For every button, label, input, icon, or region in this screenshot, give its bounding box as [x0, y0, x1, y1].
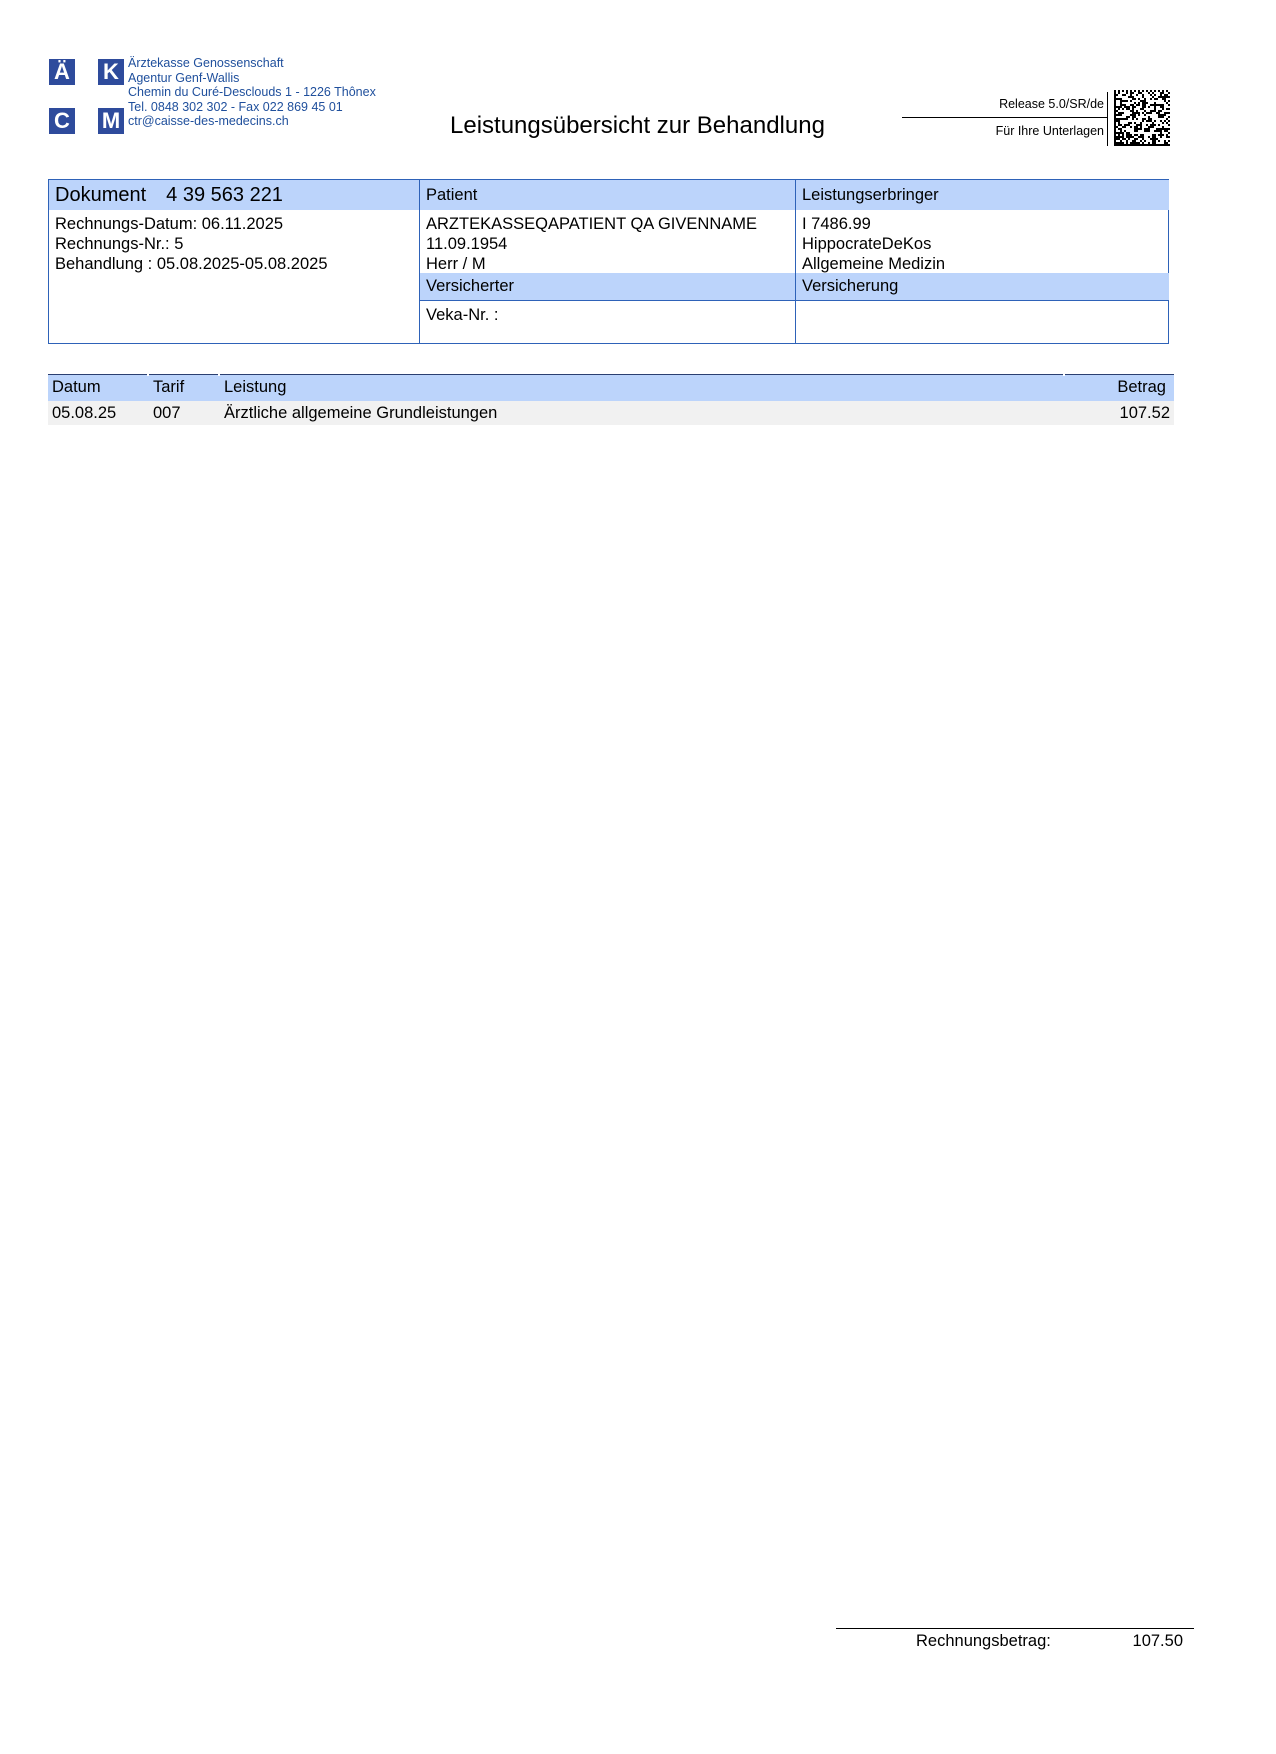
row-date: 05.08.25: [52, 404, 117, 422]
patient-name: ARZTEKASSEQAPATIENT QA GIVENNAME: [426, 215, 757, 233]
logo-letter-k: K: [98, 59, 124, 85]
page-title: Leistungsübersicht zur Behandlung: [450, 112, 825, 139]
logo-letter-m: M: [98, 108, 124, 134]
qr-code-icon: [1114, 90, 1170, 146]
patient-column: [419, 180, 796, 343]
invoice-number: Rechnungs-Nr.: 5: [55, 235, 184, 253]
logo: [49, 59, 125, 135]
total-label: Rechnungsbetrag:: [916, 1632, 1051, 1650]
column-date: Datum: [52, 378, 101, 396]
document-header: [49, 180, 419, 210]
total-amount: 107.50: [1132, 1632, 1183, 1650]
veka-number: Veka-Nr. :: [426, 306, 499, 324]
logo-letter-c: C: [49, 108, 75, 134]
release-info: [902, 92, 1108, 145]
table-header: [48, 374, 1174, 401]
org-street: Chemin du Curé-Desclouds 1 - 1226 Thônex: [128, 85, 376, 100]
org-name: Ärztekasse Genossenschaft: [128, 56, 284, 70]
insurance-header: Versicherung: [796, 273, 1169, 301]
column-service: Leistung: [224, 378, 287, 396]
organization-address: [128, 56, 376, 129]
invoice-total: [836, 1628, 1194, 1659]
provider-specialty: Allgemeine Medizin: [802, 255, 946, 273]
org-agency: Agentur Genf-Wallis: [128, 70, 240, 85]
row-amount: 107.52: [1119, 404, 1170, 422]
document-column: [49, 180, 419, 343]
patient-gender: Herr / M: [426, 255, 486, 273]
provider-name: HippocrateDeKos: [802, 235, 932, 253]
invoice-date: Rechnungs-Datum: 06.11.2025: [55, 215, 284, 233]
org-email: ctr@caisse-des-medecins.ch: [128, 114, 289, 129]
org-phone: Tel. 0848 302 302 - Fax 022 869 45 01: [128, 99, 343, 114]
table-row: [48, 401, 1174, 425]
document-label: Dokument: [55, 184, 147, 206]
provider-id: I 7486.99: [802, 215, 871, 233]
logo-letter-a: Ä: [49, 59, 75, 85]
column-amount: Betrag: [1117, 378, 1166, 396]
header-separator: [218, 374, 220, 376]
document-header-box: [48, 179, 1169, 344]
release-divider: [1107, 92, 1108, 146]
services-table: [48, 374, 1174, 425]
provider-details: [796, 210, 1169, 274]
provider-header: Leistungserbringer: [796, 180, 1169, 210]
release-version: Release 5.0/SR/de: [902, 92, 1108, 118]
patient-birthdate: 11.09.1954: [426, 235, 508, 253]
provider-column: [795, 180, 1169, 343]
document-number: 4 39 563 221: [166, 184, 283, 206]
patient-details: [420, 210, 796, 274]
row-service: Ärztliche allgemeine Grundleistungen: [224, 404, 498, 422]
header-separator: [1063, 374, 1065, 376]
column-tariff: Tarif: [153, 378, 185, 396]
row-tariff: 007: [153, 404, 181, 422]
header-separator: [147, 374, 149, 376]
insured-header: Versicherter: [420, 273, 796, 301]
treatment-period: Behandlung : 05.08.2025-05.08.2025: [55, 255, 328, 273]
patient-header: Patient: [420, 180, 796, 210]
release-note: Für Ihre Unterlagen: [995, 124, 1104, 138]
document-details: [49, 210, 419, 274]
